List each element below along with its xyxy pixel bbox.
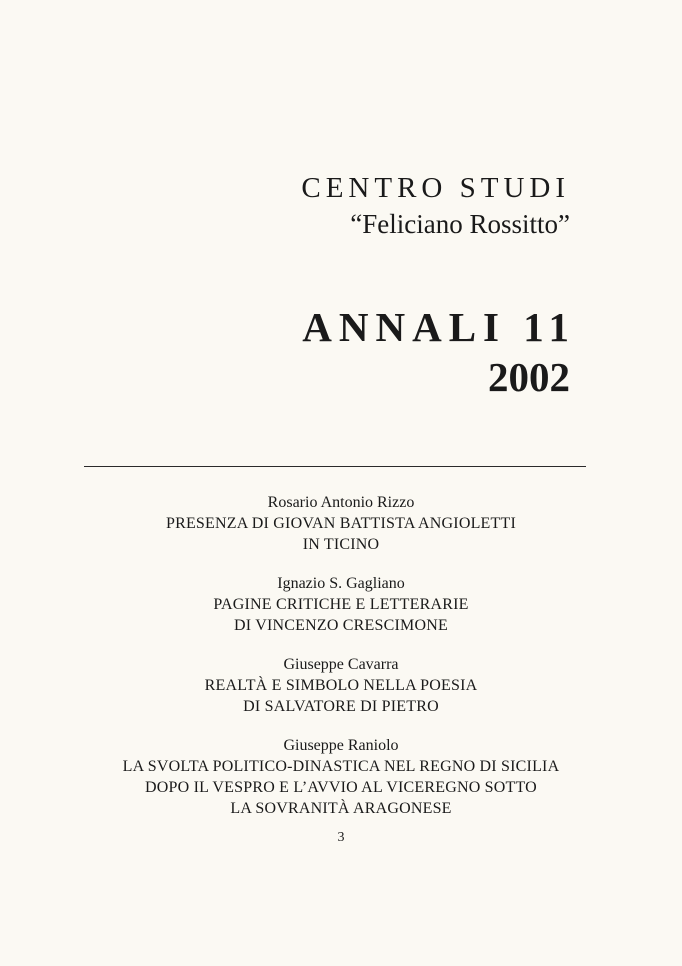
entry-author: Giuseppe Cavarra	[283, 656, 399, 673]
entry-author: Rosario Antonio Rizzo	[267, 494, 415, 511]
entry-title-line: LA SVOLTA POLITICO-DINASTICA NEL REGNO DI SICILIA	[122, 758, 560, 775]
entry-title-line: DI SALVATORE DI PIETRO	[243, 698, 439, 715]
horizontal-divider	[84, 466, 586, 467]
toc-entry-3	[0, 654, 682, 717]
table-of-contents	[0, 492, 682, 837]
centro-studi-heading: CENTRO STUDI	[301, 172, 570, 204]
entry-title-line: IN TICINO	[302, 536, 380, 553]
toc-entry-1	[0, 492, 682, 555]
entry-author: Ignazio S. Gagliano	[277, 575, 405, 592]
entry-title-line: REALTÀ E SIMBOLO NELLA POESIA	[204, 677, 478, 694]
centro-name-subtitle: “Feliciano Rossitto”	[350, 209, 570, 239]
entry-title-line: LA SOVRANITÀ ARAGONESE	[230, 800, 452, 817]
entry-title-line: PRESENZA DI GIOVAN BATTISTA ANGIOLETTI	[165, 515, 516, 532]
entry-author: Giuseppe Raniolo	[283, 737, 399, 754]
entry-title-line: PAGINE CRITICHE E LETTERARIE	[213, 596, 469, 613]
annali-volume-title: ANNALI 11	[302, 304, 576, 350]
entry-title-line: DI VINCENZO CRESCIMONE	[234, 617, 448, 634]
annali-year: 2002	[488, 354, 570, 400]
toc-entry-4	[0, 735, 682, 819]
page-number: 3	[337, 830, 345, 845]
entry-title-line: DOPO IL VESPRO E L’AVVIO AL VICEREGNO SOTTO	[145, 779, 537, 796]
toc-entry-2	[0, 573, 682, 636]
